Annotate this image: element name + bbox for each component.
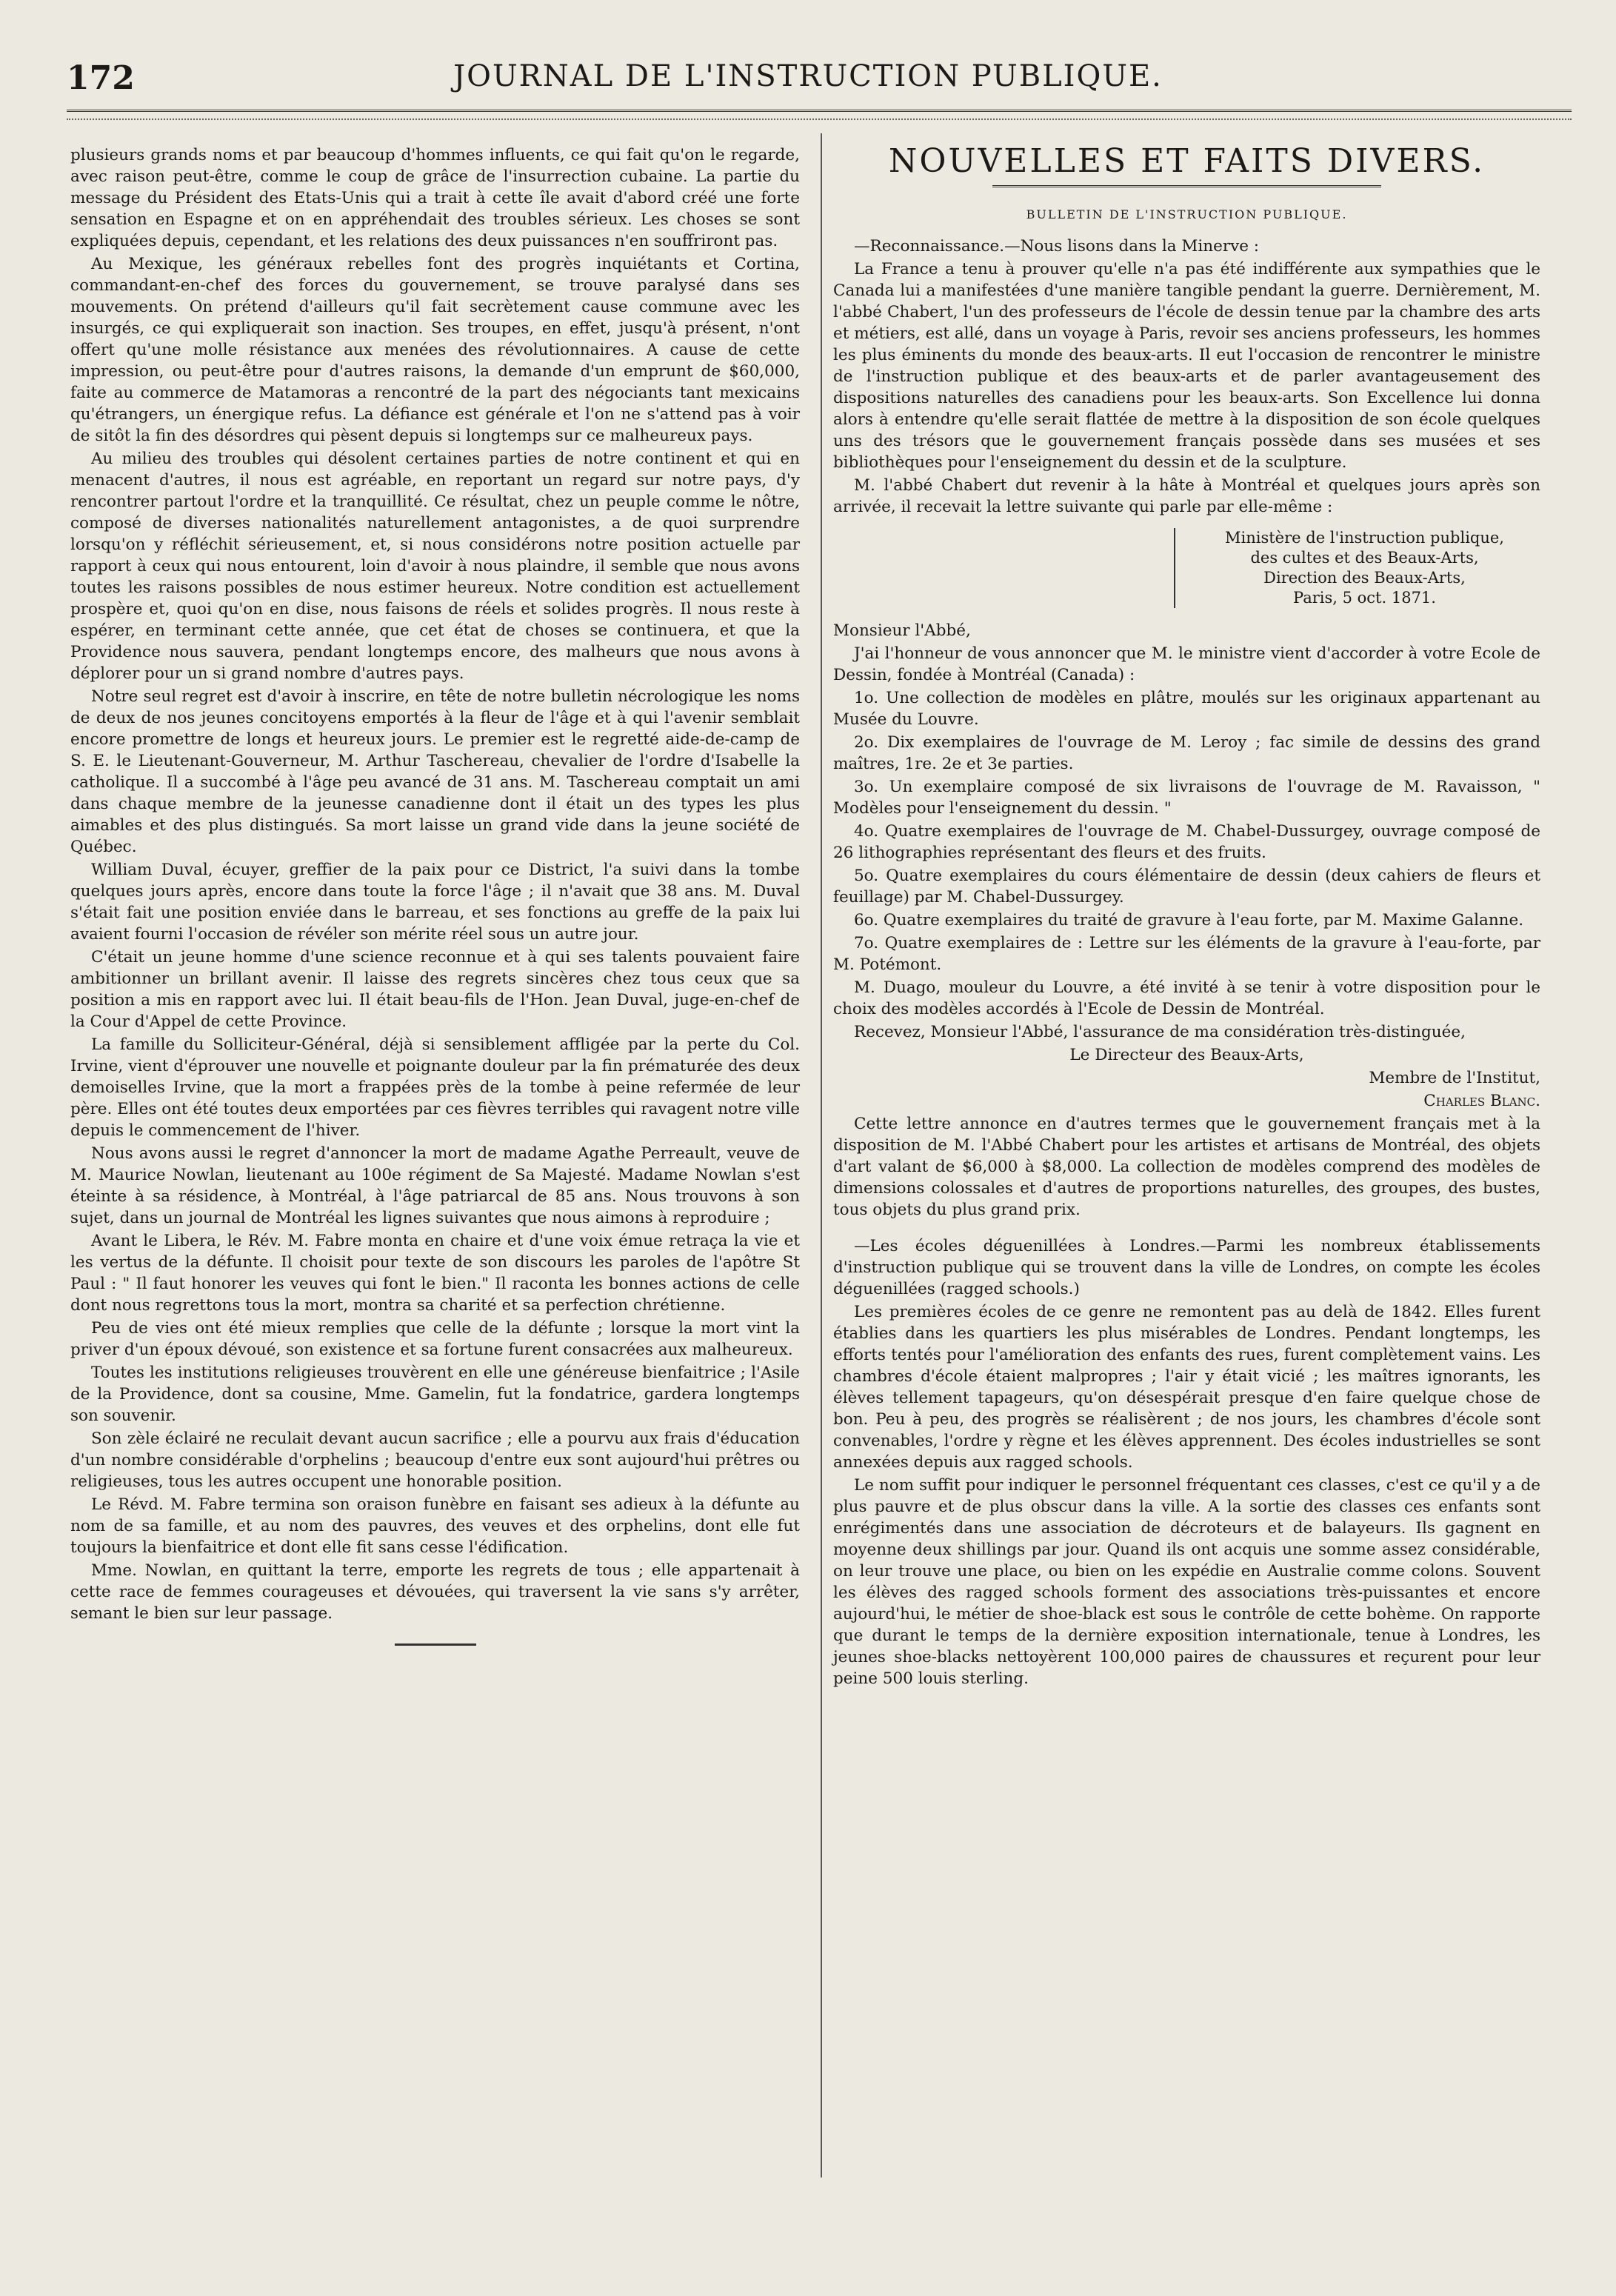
signature-line: Le Directeur des Beaux-Arts, [1069,1046,1304,1064]
left-paragraph: Mme. Nowlan, en quittant la terre, emporte les regrets de tous ; elle appartenait à cette race de femmes courageuses et dévouées, qui traversent la vie sans s'y arrêter, semant le bien sur leur passage. [70,1561,800,1623]
bulletin-heading: BULLETIN DE L'INSTRUCTION PUBLIQUE. [1026,207,1348,221]
left-paragraph: Au milieu des troubles qui désolent certaines parties de notre continent et qui en menacent d'autres, il nous est agréable, en reportant un regard sur notre pays, d'y rencontrer partout l'ordre et la tranquillité. Ce résultat, chez un peuple comme le nôtre, composé de diverses nationalités naturellement antagonistes, a de quoi surprendre lorsqu'on y réfléchit sérieusement, et, si nous considérons notre position actuelle par rapport à ceux qui nous entourent, loin d'avoir à nous plaindre, il semble que nous avons toutes les raisons possibles de nous estimer heureux. Notre condition est actuellement prospère et, quoi qu'on en dise, nous faisons de réels et solides progrès. Il nous reste à espérer, en terminant cette année, que cet état de choses se continuera, et que la Providence nous sauvera, pendant longtemps encore, des malheurs que nous avons à déplorer pour un si grand nombre d'autres pays. [70,450,800,683]
letterhead-line: Direction des Beaux-Arts, [1263,569,1466,587]
left-paragraph: Avant le Libera, le Rév. M. Fabre monta en chaire et d'une voix émue retraça la vie et les vertus de la défunte. Il choisit pour texte de son discours les paroles de l'apôtre St Paul : " Il faut honorer les veuves qui font le bien." Il raconta les bonnes actions de celle dont nous regrettons tous la mort, montra sa charité et sa perfection chrétienne. [70,1232,800,1315]
letterhead-line: Ministère de l'instruction publique, [1225,529,1504,547]
letter-paragraph: Recevez, Monsieur l'Abbé, l'assurance de ma considération très-distinguée, [854,1023,1466,1041]
end-rule [395,1643,476,1646]
article-paragraph: Cette lettre annonce en d'autres termes que le gouvernement français met à la disposition de M. l'Abbé Chabert pour les artistes et artisans de Montréal, des objets d'art valant de $6,000 à $8,000. La collection de modèles comprend des modèles de dimensions colossales et d'autres de proportions naturelles, des groupes, des bustes, tous objets du plus grand prix. [833,1115,1540,1219]
letter-paragraph: J'ai l'honneur de vous annoncer que M. le ministre vient d'accorder à votre Ecole de Dessin, fondée à Montréal (Canada) : [833,644,1540,684]
left-paragraph: William Duval, écuyer, greffier de la paix pour ce District, l'a suivi dans la tombe quelques jours après, encore dans toute la force l'âge ; il n'avait que 38 ans. M. Duval s'était fait une position enviée dans le barreau, et ses fonctions au greffe de la paix lui avaient fourni l'occasion de révéler son mérite réel sous un autre jour. [70,861,800,944]
signature-line: Membre de l'Institut, [1369,1069,1540,1087]
article-paragraph: M. l'abbé Chabert dut revenir à la hâte à Montréal et quelques jours après son arrivée, il recevait la lettre suivante qui parle par elle-même : [833,476,1540,516]
left-paragraph: Toutes les institutions religieuses trouvèrent en elle une généreuse bienfaitrice ; l'Asile de la Providence, dont sa cousine, Mme. Gamelin, fut la fondatrice, gardera longtemps son souvenir. [70,1364,800,1425]
left-paragraph: Son zèle éclairé ne reculait devant aucun sacrifice ; elle a pourvu aux frais d'éducation d'un nombre considérable d'orphelins ; beaucoup d'entre eux sont aujourd'hui prêtres ou religieuses, tous les autres occupent une honorable position. [70,1429,800,1491]
letter-paragraph: 6o. Quatre exemplaires du traité de gravure à l'eau forte, par M. Maxime Galanne. [854,911,1524,930]
column-divider [821,133,822,2177]
running-title: JOURNAL DE L'INSTRUCTION PUBLIQUE. [453,59,1163,93]
right-column [833,144,1540,1691]
header-rule [67,110,1572,112]
left-paragraph: Au Mexique, les généraux rebelles font des progrès inquiétants et Cortina, commandant-en-chef des forces du gouvernement, se trouve paralysé dans ses mouvements. On prétend d'ailleurs qu'il fait secrètement cause commune avec les insurgés, ce qui expliquerait son inaction. Ses troupes, en effet, jusqu'à présent, n'ont offert qu'une molle résistance aux menées des révolutionnaires. A cause de cette impression, ou peut-être pour d'autres raisons, la demande d'un emprunt de $60,000, faite au commerce de Matamoras a rencontré de la part des négociants tant mexicains qu'étrangers, un énergique refus. La défiance est générale et l'on ne s'attend pas à voir de sitôt la fin des désordres qui pèsent depuis si longtemps sur ce malheureux pays. [70,255,800,445]
letter-paragraph: M. Duago, mouleur du Louvre, a été invité à se tenir à votre disposition pour le choix des modèles accordés à l'Ecole de Dessin de Montréal. [833,978,1540,1018]
left-paragraph: C'était un jeune homme d'une science reconnue et à qui ses talents pouvaient faire ambitionner un brillant avenir. Il laisse des regrets sincères chez tous ceux que sa position a mis en rapport avec lui. Il était beau-fils de l'Hon. Jean Duval, juge-en-chef de la Cour d'Appel de cette Province. [70,948,800,1031]
left-column [70,144,800,1646]
section-title: NOUVELLES ET FAITS DIVERS. [888,142,1486,180]
left-paragraph: Notre seul regret est d'avoir à inscrire, en tête de notre bulletin nécrologique les noms de deux de nos jeunes concitoyens emportés à la fleur de l'âge et à qui l'avenir semblait encore promettre de longs et heureux jours. Le premier est le regretté aide-de-camp de S. E. le Lieutenant-Gouverneur, M. Arthur Taschereau, chevalier de l'ordre d'Isabelle la catholique. Il a succombé à l'âge peu avancé de 31 ans. M. Taschereau comptait un ami dans chaque membre de la jeunesse canadienne dont il était un des types les plus aimables et des plus distingués. Sa mort laisse un grand vide dans la jeune société de Québec. [70,687,800,856]
header-rule-dotted [67,119,1572,120]
title-rule [992,185,1381,187]
letterhead [1174,528,1540,608]
left-paragraph: Peu de vies ont été mieux remplies que celle de la défunte ; lorsque la mort vint la priver d'un époux dévoué, son existence et sa fortune furent consacrées aux malheureux. [70,1319,800,1359]
letter-paragraph: 3o. Un exemplaire composé de six livraisons de l'ouvrage de M. Ravaisson, " Modèles pour l'enseignement du dessin. " [833,778,1540,818]
letter-paragraph: 7o. Quatre exemplaires de : Lettre sur les éléments de la gravure à l'eau-forte, par M. Potémont. [833,934,1540,974]
article-paragraph: Le nom suffit pour indiquer le personnel fréquentant ces classes, c'est ce qu'il y a de plus pauvre et de plus obscur dans la ville. A la sortie des classes ces enfants sont enrégimentés dans une association de décroteurs et de balayeurs. Ils gagnent en moyenne deux shillings par jour. Quand ils ont acquis une somme assez considérable, on leur trouve une place, ou bien on les expédie en Australie comme colons. Souvent les élèves des ragged schools forment des associations très-puissantes et encore aujourd'hui, le métier de shoe-black est sous le contrôle de cette bohème. On rapporte que durant le temps de la dernière exposition internationale, tenue à Londres, les jeunes shoe-blacks nettoyèrent 100,000 paires de chaussures et reçurent pour leur peine 500 louis sterling. [833,1476,1540,1688]
left-paragraph: Nous avons aussi le regret d'annoncer la mort de madame Agathe Perreault, veuve de M. Maurice Nowlan, lieutenant au 100e régiment de Sa Majesté. Madame Nowlan s'est éteinte à sa résidence, à Montréal, à l'âge patriarcal de 85 ans. Nous trouvons à son sujet, dans un journal de Montréal les lignes suivantes que nous aimons à reproduire ; [70,1144,800,1227]
page-number: 172 [67,59,135,97]
letter-paragraph: 5o. Quatre exemplaires du cours élémentaire de dessin (deux cahiers de fleurs et feuillage) par M. Chabel-Dussurgey. [833,867,1540,907]
page-header [0,59,1616,104]
letter-paragraph: 1o. Une collection de modèles en plâtre, moulés sur les originaux appartenant au Musée du Louvre. [833,689,1540,729]
left-paragraph: La famille du Solliciteur-Général, déjà si sensiblement affligée par la perte du Col. Irvine, vient d'éprouver une nouvelle et poignante douleur par la fin prématurée des deux demoiselles Irvine, que la mort a frappées près de la tombe à peine refermée de leur père. Elles ont été toutes deux emportées par ces fièvres terribles qui ravagent notre ville depuis le commencement de l'hiver. [70,1035,800,1140]
article-intro: —Les écoles déguenillées à Londres.—Parmi les nombreux établissements d'instruction publique qui se trouvent dans la ville de Londres, on compte les écoles déguenillées (ragged schools.) [833,1237,1540,1298]
letter-paragraph: 2o. Dix exemplaires de l'ouvrage de M. Leroy ; fac simile de dessins des grand maîtres, 1re. 2e et 3e parties. [833,733,1540,773]
signature-name: Charles Blanc. [1423,1092,1540,1110]
article-intro: —Reconnaissance.—Nous lisons dans la Minerve : [854,237,1260,256]
letterhead-line: des cultes et des Beaux-Arts, [1250,549,1479,567]
article-paragraph: La France a tenu à prouver qu'elle n'a pas été indifférente aux sympathies que le Canada lui a manifestées d'une manière tangible pendant la guerre. Dernièrement, M. l'abbé Chabert, l'un des professeurs de l'école de dessin tenue par la chambre des arts et métiers, est allé, dans un voyage à Paris, revoir ses anciens professeurs, les hommes les plus éminents du monde des beaux-arts. Il eut l'occasion de rencontrer le ministre de l'instruction publique et des beaux-arts et de parler avantageusement des dispositions naturelles des canadiens pour les beaux-arts. Son Excellence lui donna alors à entendre qu'elle serait flattée de mettre à la disposition de son école quelques uns des trésors que le gouvernement français possède dans ses musées et ses bibliothèques pour l'enseignement du dessin et de la sculpture. [833,260,1540,472]
letter-paragraph: 4o. Quatre exemplaires de l'ouvrage de M. Chabel-Dussurgey, ouvrage composé de 26 lithographies représentant des fleurs et des fruits. [833,822,1540,862]
salutation: Monsieur l'Abbé, [833,621,971,640]
left-paragraph: Le Révd. M. Fabre termina son oraison funèbre en faisant ses adieux à la défunte au nom de sa famille, et au nom des pauvres, des veuves et des orphelins, dont elle fut toujours la bienfaitrice et dont elle fit sans cesse l'édification. [70,1495,800,1557]
article-paragraph: Les premières écoles de ce genre ne remontent pas au delà de 1842. Elles furent établies dans les quartiers les plus misérables de Londres. Pendant longtemps, les efforts tentés pour l'amélioration des enfants des rues, furent complètement vains. Les chambres d'école étaient malpropres ; l'air y était vicié ; les maîtres ignorants, les élèves tellement tapageurs, qu'on désespérait presque d'en faire quelque chose de bon. Peu à peu, des progrès se réalisèrent ; de nos jours, les chambres d'école sont convenables, l'ordre y règne et les élèves apprennent. Des écoles industrielles se sont annexées depuis aux ragged schools. [833,1303,1540,1472]
left-paragraph: plusieurs grands noms et par beaucoup d'hommes influents, ce qui fait qu'on le regarde, avec raison peut-être, comme le coup de grâce de l'insurrection cubaine. La partie du message du Président des Etats-Unis qui a trait à cette île avait d'abord créé une forte sensation en Espagne et on en appréhendait des troubles sérieux. Les choses se sont expliquées depuis, cependant, et les relations des deux puissances n'en souffriront pas. [70,146,800,250]
letterhead-line: Paris, 5 oct. 1871. [1293,589,1436,607]
